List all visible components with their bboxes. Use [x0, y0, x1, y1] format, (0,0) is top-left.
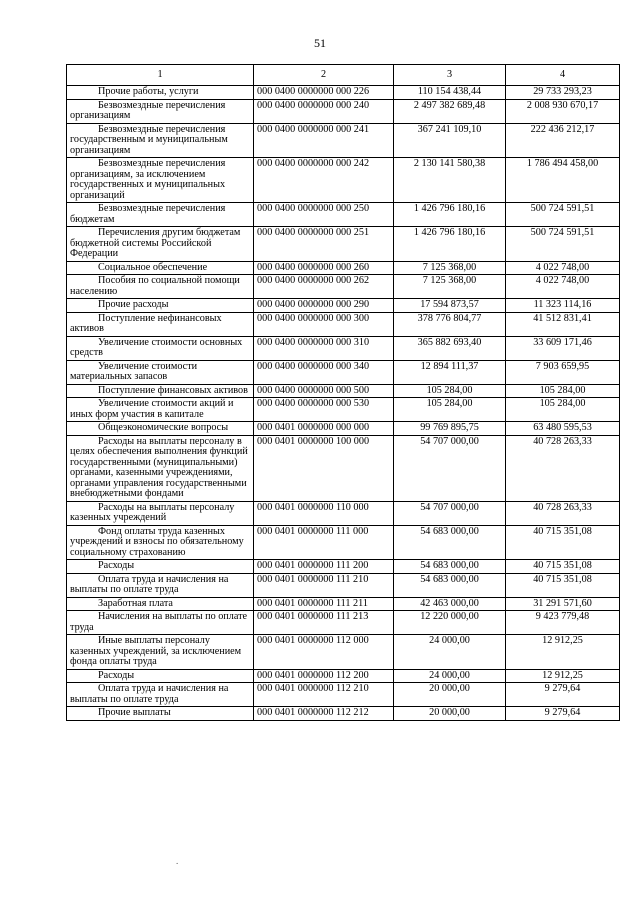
row-value-2-cell: 31 291 571,60 — [506, 597, 620, 611]
row-value-2-cell: 40 715 351,08 — [506, 573, 620, 597]
row-value-2-cell: 2 008 930 670,17 — [506, 99, 620, 123]
row-value-1-cell: 7 125 368,00 — [394, 275, 506, 299]
table-row — [67, 611, 620, 635]
row-code-cell: 000 0401 0000000 112 200 — [254, 669, 394, 683]
header-row — [67, 65, 620, 86]
row-code-cell: 000 0401 0000000 112 000 — [254, 635, 394, 670]
row-value-1-cell: 12 220 000,00 — [394, 611, 506, 635]
row-code-cell: 000 0401 0000000 111 210 — [254, 573, 394, 597]
column-header: 3 — [394, 65, 506, 86]
table-row — [67, 158, 620, 203]
table-row — [67, 525, 620, 560]
row-code-cell: 000 0400 0000000 000 262 — [254, 275, 394, 299]
table-row — [67, 683, 620, 707]
table-row — [67, 299, 620, 313]
row-value-1-cell: 1 426 796 180,16 — [394, 203, 506, 227]
row-value-2-cell: 4 022 748,00 — [506, 261, 620, 275]
row-value-1-cell: 7 125 368,00 — [394, 261, 506, 275]
row-value-1-cell: 17 594 873,57 — [394, 299, 506, 313]
row-name-cell: Расходы на выплаты персоналу казенных учреждений — [67, 501, 254, 525]
row-code-cell: 000 0400 0000000 000 530 — [254, 398, 394, 422]
row-code-cell: 000 0401 0000000 112 210 — [254, 683, 394, 707]
row-value-1-cell: 54 707 000,00 — [394, 501, 506, 525]
table-row — [67, 398, 620, 422]
row-value-1-cell: 110 154 438,44 — [394, 86, 506, 100]
row-value-1-cell: 2 497 382 689,48 — [394, 99, 506, 123]
table-row — [67, 227, 620, 262]
row-value-1-cell: 24 000,00 — [394, 669, 506, 683]
row-code-cell: 000 0400 0000000 000 251 — [254, 227, 394, 262]
row-code-cell: 000 0400 0000000 000 310 — [254, 336, 394, 360]
row-value-2-cell: 41 512 831,41 — [506, 312, 620, 336]
row-value-2-cell: 40 715 351,08 — [506, 560, 620, 574]
row-name-cell: Безвозмездные перечисления организациям — [67, 99, 254, 123]
row-value-1-cell: 105 284,00 — [394, 398, 506, 422]
row-value-2-cell: 1 786 494 458,00 — [506, 158, 620, 203]
row-name-cell: Безвозмездные перечисления организациям, за исключением государственных и муниципальных организаций — [67, 158, 254, 203]
row-value-2-cell: 12 912,25 — [506, 669, 620, 683]
row-name-cell: Прочие работы, услуги — [67, 86, 254, 100]
row-code-cell: 000 0401 0000000 111 000 — [254, 525, 394, 560]
row-value-2-cell: 11 323 114,16 — [506, 299, 620, 313]
row-value-2-cell: 63 480 595,53 — [506, 422, 620, 436]
row-code-cell: 000 0401 0000000 110 000 — [254, 501, 394, 525]
row-value-2-cell: 12 912,25 — [506, 635, 620, 670]
row-value-1-cell: 24 000,00 — [394, 635, 506, 670]
row-value-1-cell: 99 769 895,75 — [394, 422, 506, 436]
row-value-1-cell: 378 776 804,77 — [394, 312, 506, 336]
row-value-2-cell: 500 724 591,51 — [506, 227, 620, 262]
row-value-2-cell: 500 724 591,51 — [506, 203, 620, 227]
row-value-1-cell: 20 000,00 — [394, 683, 506, 707]
row-name-cell: Перечисления другим бюджетам бюджетной системы Российской Федерации — [67, 227, 254, 262]
row-code-cell: 000 0401 0000000 111 213 — [254, 611, 394, 635]
table-row — [67, 123, 620, 158]
row-value-2-cell: 9 279,64 — [506, 707, 620, 721]
table-row — [67, 336, 620, 360]
row-code-cell: 000 0400 0000000 000 300 — [254, 312, 394, 336]
table-row — [67, 635, 620, 670]
row-value-1-cell: 367 241 109,10 — [394, 123, 506, 158]
page-number: 51 — [314, 36, 326, 50]
row-value-1-cell: 1 426 796 180,16 — [394, 227, 506, 262]
row-value-2-cell: 33 609 171,46 — [506, 336, 620, 360]
budget-table — [66, 64, 620, 721]
table-row — [67, 435, 620, 501]
row-value-1-cell: 2 130 141 580,38 — [394, 158, 506, 203]
row-code-cell: 000 0401 0000000 112 212 — [254, 707, 394, 721]
row-value-2-cell: 7 903 659,95 — [506, 360, 620, 384]
row-name-cell: Пособия по социальной помощи населению — [67, 275, 254, 299]
row-value-2-cell: 40 728 263,33 — [506, 501, 620, 525]
row-name-cell: Безвозмездные перечисления бюджетам — [67, 203, 254, 227]
row-name-cell: Расходы — [67, 560, 254, 574]
row-value-2-cell: 222 436 212,17 — [506, 123, 620, 158]
row-value-1-cell: 20 000,00 — [394, 707, 506, 721]
table-row — [67, 275, 620, 299]
row-value-1-cell: 54 683 000,00 — [394, 525, 506, 560]
table-row — [67, 707, 620, 721]
table-row — [67, 384, 620, 398]
row-code-cell: 000 0401 0000000 000 000 — [254, 422, 394, 436]
row-value-2-cell: 40 715 351,08 — [506, 525, 620, 560]
row-name-cell: Увеличение стоимости основных средств — [67, 336, 254, 360]
row-name-cell: Заработная плата — [67, 597, 254, 611]
row-name-cell: Расходы — [67, 669, 254, 683]
row-name-cell: Социальное обеспечение — [67, 261, 254, 275]
row-name-cell: Фонд оплаты труда казенных учреждений и взносы по обязательному социальному страхованию — [67, 525, 254, 560]
row-code-cell: 000 0401 0000000 111 211 — [254, 597, 394, 611]
row-value-2-cell: 105 284,00 — [506, 398, 620, 422]
row-value-1-cell: 12 894 111,37 — [394, 360, 506, 384]
table-row — [67, 501, 620, 525]
row-name-cell: Увеличение стоимости акций и иных форм участия в капитале — [67, 398, 254, 422]
row-value-2-cell: 40 728 263,33 — [506, 435, 620, 501]
row-value-2-cell: 4 022 748,00 — [506, 275, 620, 299]
row-value-1-cell: 54 707 000,00 — [394, 435, 506, 501]
row-name-cell: Прочие расходы — [67, 299, 254, 313]
table-row — [67, 669, 620, 683]
column-header: 4 — [506, 65, 620, 86]
row-code-cell: 000 0400 0000000 000 241 — [254, 123, 394, 158]
row-code-cell: 000 0400 0000000 000 240 — [254, 99, 394, 123]
table-row — [67, 422, 620, 436]
row-value-1-cell: 42 463 000,00 — [394, 597, 506, 611]
table-body — [67, 86, 620, 721]
column-header: 1 — [67, 65, 254, 86]
row-name-cell: Поступление нефинансовых активов — [67, 312, 254, 336]
footer-mark: . — [176, 856, 179, 866]
row-code-cell: 000 0400 0000000 000 260 — [254, 261, 394, 275]
column-header: 2 — [254, 65, 394, 86]
row-name-cell: Расходы на выплаты персоналу в целях обеспечения выполнения функций государственными (муниципальными) органами, казенными учреждениями, органами управления государственными внебюджетными фондами — [67, 435, 254, 501]
row-code-cell: 000 0400 0000000 000 290 — [254, 299, 394, 313]
table-row — [67, 597, 620, 611]
table-row — [67, 99, 620, 123]
row-code-cell: 000 0401 0000000 100 000 — [254, 435, 394, 501]
table-row — [67, 203, 620, 227]
table-row — [67, 312, 620, 336]
row-name-cell: Прочие выплаты — [67, 707, 254, 721]
row-code-cell: 000 0401 0000000 111 200 — [254, 560, 394, 574]
table-row — [67, 360, 620, 384]
row-name-cell: Оплата труда и начисления на выплаты по оплате труда — [67, 573, 254, 597]
row-name-cell: Начисления на выплаты по оплате труда — [67, 611, 254, 635]
row-value-1-cell: 54 683 000,00 — [394, 573, 506, 597]
row-name-cell: Иные выплаты персоналу казенных учреждений, за исключением фонда оплаты труда — [67, 635, 254, 670]
row-value-1-cell: 54 683 000,00 — [394, 560, 506, 574]
table-row — [67, 261, 620, 275]
row-name-cell: Общеэкономические вопросы — [67, 422, 254, 436]
row-code-cell: 000 0400 0000000 000 500 — [254, 384, 394, 398]
table-row — [67, 573, 620, 597]
row-code-cell: 000 0400 0000000 000 242 — [254, 158, 394, 203]
row-name-cell: Безвозмездные перечисления государственным и муниципальным организациям — [67, 123, 254, 158]
row-name-cell: Поступление финансовых активов — [67, 384, 254, 398]
table-row — [67, 560, 620, 574]
row-value-2-cell: 9 423 779,48 — [506, 611, 620, 635]
row-value-2-cell: 105 284,00 — [506, 384, 620, 398]
table-row — [67, 86, 620, 100]
row-name-cell: Оплата труда и начисления на выплаты по оплате труда — [67, 683, 254, 707]
row-value-1-cell: 365 882 693,40 — [394, 336, 506, 360]
row-name-cell: Увеличение стоимости материальных запасов — [67, 360, 254, 384]
row-code-cell: 000 0400 0000000 000 250 — [254, 203, 394, 227]
row-value-1-cell: 105 284,00 — [394, 384, 506, 398]
row-value-2-cell: 9 279,64 — [506, 683, 620, 707]
row-code-cell: 000 0400 0000000 000 340 — [254, 360, 394, 384]
row-code-cell: 000 0400 0000000 000 226 — [254, 86, 394, 100]
row-value-2-cell: 29 733 293,23 — [506, 86, 620, 100]
